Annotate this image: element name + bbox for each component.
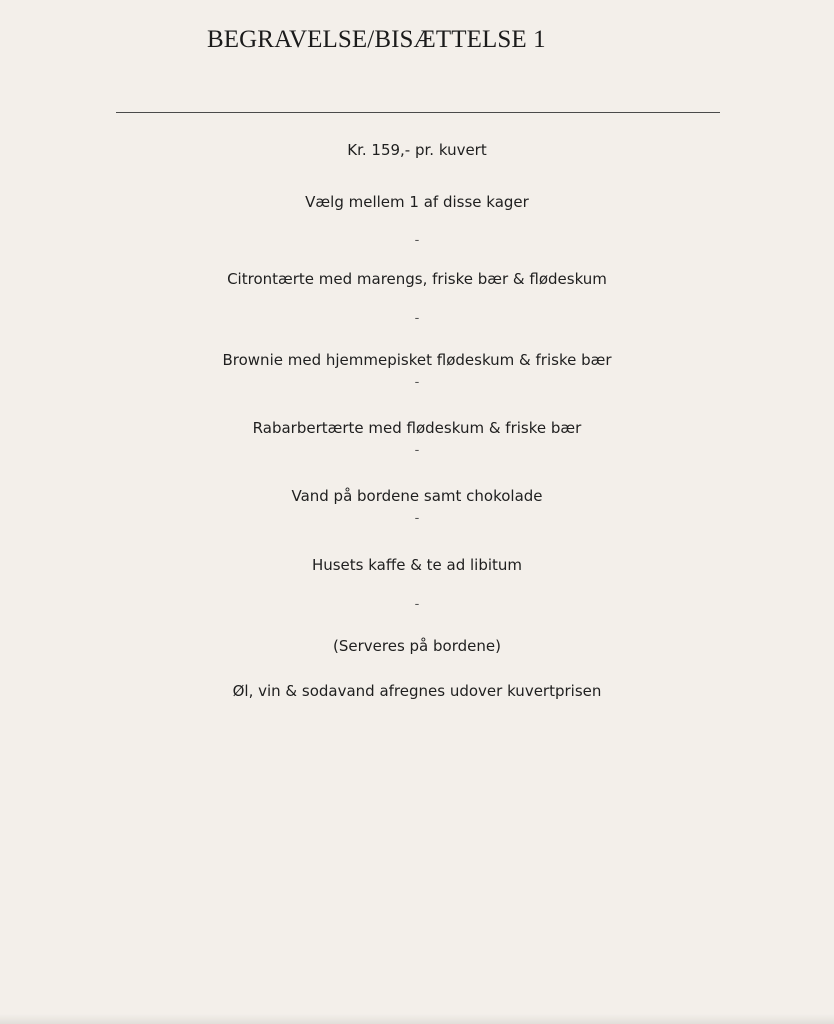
page-bottom-shadow — [0, 1014, 834, 1024]
intro-text: Vælg mellem 1 af disse kager — [305, 193, 529, 211]
separator-dash: - — [414, 233, 420, 248]
separator-dash: - — [414, 443, 420, 458]
menu-item-rabarbertaerte: Rabarbertærte med flødeskum & friske bær — [252, 419, 582, 437]
drinks-note: Øl, vin & sodavand afregnes udover kuvertprisen — [232, 682, 602, 700]
price-text: Kr. 159,- pr. kuvert — [347, 141, 487, 159]
serving-note: (Serveres på bordene) — [333, 637, 501, 655]
separator-dash: - — [414, 597, 420, 612]
menu-item-citrontaerte: Citrontærte med marengs, friske bær & flødeskum — [227, 270, 607, 288]
page-title: BEGRAVELSE/BISÆTTELSE 1 — [207, 26, 546, 53]
title-divider — [116, 112, 720, 113]
separator-dash: - — [414, 375, 420, 390]
separator-dash: - — [414, 511, 420, 526]
menu-item-water: Vand på bordene samt chokolade — [291, 487, 543, 505]
separator-dash: - — [414, 311, 420, 326]
menu-item-coffee: Husets kaffe & te ad libitum — [311, 556, 523, 574]
menu-item-brownie: Brownie med hjemmepisket flødeskum & friske bær — [222, 351, 612, 369]
